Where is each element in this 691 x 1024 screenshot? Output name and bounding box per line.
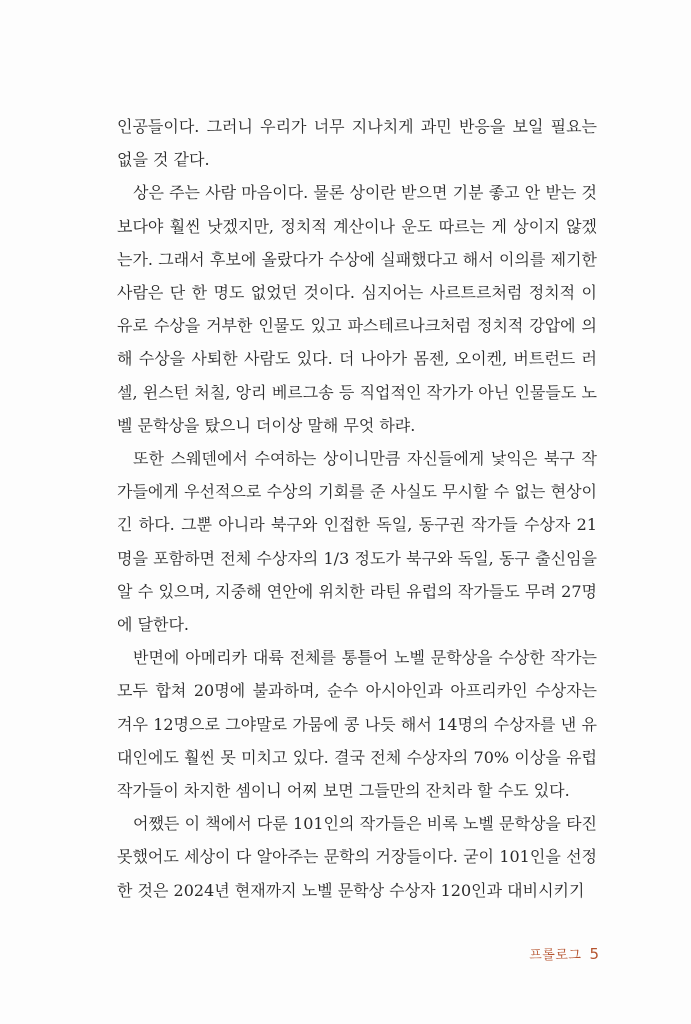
paragraph-101-authors: 어쨌든 이 책에서 다룬 101인의 작가들은 비록 노벨 문학상을 타진 못했어도 세상이 다 알아주는 문학의 거장들이다. 굳이 101인을 선정한 것은 2024년 현재까지 노벨 문학상 수상자 120인과 대비시키기: [117, 814, 597, 900]
paragraph-prize-opinion: 상은 주는 사람 마음이다. 물론 상이란 받으면 기분 좋고 안 받는 것보다야 훨씬 낫겠지만, 정치적 계산이나 운도 따르는 게 상이지 않겠는가. 그래서 후보에 올랐다가 수상에 실패했다고 해서 이의를 제기한 사람은 단 한 명도 없었던 것이다. 심지어는 사르트르처럼 정치적 이유로 수상을 거부한 인물도 있고 파스테르나크처럼 정치적 강압에 의해 수상을 사퇴한 사람도 있다. 더 나아가 몸젠, 오이켄, 버트런드 러셀, 윈스턴 처칠, 앙리 베르그송 등 직업적인 작가가 아닌 인물들도 노벨 문학상을 탔으니 더이상 말해 무엇 하랴.: [117, 183, 597, 435]
paragraph-continued: 인공들이다. 그러니 우리가 너무 지나치게 과민 반응을 보일 필요는 없을 것 같다.: [117, 117, 597, 170]
page-number: 5: [589, 945, 599, 963]
body-text: [117, 110, 597, 907]
paragraph-nordic-bias: 또한 스웨덴에서 수여하는 상이니만큼 자신들에게 낯익은 북구 작가들에게 우선적으로 수상의 기회를 준 사실도 무시할 수 없는 현상이긴 하다. 그뿐 아니라 북구와 인접한 독일, 동구권 작가들 수상자 21명을 포함하면 전체 수상자의 1/3 정도가 북구와 독일, 동구 출신임을 알 수 있으며, 지중해 연안에 위치한 라틴 유럽의 작가들도 무려 27명에 달한다.: [117, 449, 597, 635]
section-label: 프롤로그: [529, 948, 582, 963]
paragraph-americas-asia: 반면에 아메리카 대륙 전체를 통틀어 노벨 문학상을 수상한 작가는 모두 합쳐 20명에 불과하며, 순수 아시아인과 아프리카인 수상자는 겨우 12명으로 그야말로 가뭄에 콩 나듯 해서 14명의 수상자를 낸 유대인에도 훨씬 못 미치고 있다. 결국 전체 수상자의 70% 이상을 유럽 작가들이 차지한 셈이니 어찌 보면 그들만의 잔치라 할 수도 있다.: [117, 648, 597, 801]
page-footer: [529, 944, 599, 963]
